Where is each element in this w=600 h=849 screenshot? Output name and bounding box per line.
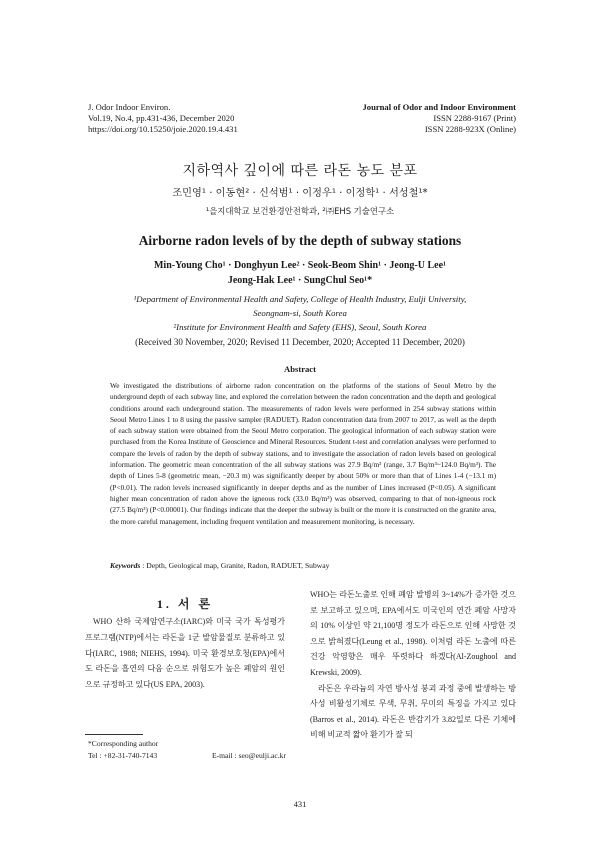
keywords-line — [110, 561, 496, 570]
keywords-list: : Depth, Geological map, Granite, Radon, RADUET, Subway — [140, 561, 330, 570]
page-number: 431 — [293, 800, 307, 809]
affiliation-line3: ²Institute for Environment Health and Safety (EHS), Seoul, South Korea — [173, 322, 427, 332]
journal-issn-block — [362, 102, 516, 135]
footnote-corresponding: *Corresponding author — [88, 739, 159, 748]
korean-title: 지하역사 깊이에 따른 라돈 농도 분포 — [182, 163, 418, 179]
section-heading: 1. 서 론 — [156, 597, 214, 611]
received-dates: (Received 30 November, 2020; Revised 11 December, 2020; Accepted 11 December, 2020) — [135, 337, 465, 347]
right-paragraph-1: WHO는 라돈노출로 인해 폐암 발병의 3~14%가 증가한 것으로 보고하고 있으며, EPA에서도 미국인의 연간 폐암 사망자의 10% 이상인 약 21,100명 정도가 라돈으로 인해 사망한 것으로 밝혀졌다(Leung et al., 1998). 이처럼 라돈 노출에 따른 건강 악영향은 매우 뚜렷하다 하겠다(Al-Zoughool and Krewski, 2009). — [310, 590, 516, 677]
english-authors — [0, 258, 600, 288]
issn-print: ISSN 2288-9167 (Print) — [433, 113, 516, 123]
english-authors-line2: Jeong-Hak Lee¹ · SungChul Seo¹* — [227, 275, 373, 286]
left-column-text: WHO 산하 국제암연구소(IARC)와 미국 국가 독성평가프로그램(NTP)에서는 라돈을 1군 발암물질로 분류하고 있다(IARC, 1988; NIEHS, 1994). 미국 환경보호청(EPA)에서도 라돈을 흡연의 다음 순으로 위험도가 높은 폐암의 원인으로 규정하고 있다(US EPA, 2003). — [85, 617, 285, 690]
volume-info: Vol.19, No.4, pp.431-436, December 2020 — [88, 113, 235, 123]
journal-abbrev: J. Odor Indoor Environ. — [88, 102, 171, 112]
affiliation-line1: ¹Department of Environmental Health and Safety, College of Health Industry, Eulji University, — [133, 294, 467, 304]
korean-authors: 조민영¹ · 이동현² · 신석범¹ · 이정우¹ · 이정학¹ · 서성철¹* — [172, 188, 428, 199]
footnote-divider — [85, 734, 143, 735]
keywords-label: Keywords — [110, 561, 141, 570]
abstract-heading: Abstract — [284, 364, 316, 374]
right-paragraph-2: 라돈은 우라늄의 자연 방사성 붕괴 과정 중에 발생하는 방사성 비활성기체로 무색, 무취, 무미의 특징을 가지고 있다(Barros et al., 2014). 라돈은 반감기가 3.82일로 다른 기체에 비해 비교적 짧아 환기가 잘 되 — [310, 683, 516, 740]
footnote-email: E-mail : seo@eulji.ac.kr — [211, 751, 286, 760]
journal-title: Journal of Odor and Indoor Environment — [362, 102, 516, 112]
english-title: Airborne radon levels of by the depth of subway stations — [138, 233, 462, 248]
right-column-text — [310, 587, 516, 743]
korean-affiliation: ¹을지대학교 보건환경안전학과, ²㈜EHS 기술연구소 — [205, 206, 395, 216]
english-affiliation — [0, 292, 600, 334]
abstract-body: We investigated the distributions of airborne radon concentration on the platforms of the stations of Seoul Metro by the underground depth of each subway line, and explored the correlation between the radon concentration and the depth and geological conditions around each underground station. The measurements of radon levels were performed in 254 subway stations within Seoul Metro Lines 1 to 8 using the passive sampler (RADUET). Radon concentration data from 2007 to 2017, as well as the depth of each subway station were obtained from the Seoul Metro corporation. The geological information of each subway station were purchased from the Korea Institute of Geoscience and Mineral Resources. Student t-test and correlation analyses were performed to compare the levels of radon by the depth of subway stations, and to investigate the association of radon levels based on geological information. The geometric mean concentration of the all subway stations was 27.9 Bq/m³ (range, 3.7 Bq/m³~124.0 Bq/m³). The depth of Lines 5-8 (geometric mean, −20.3 m) was significantly deeper by about 50% or more than that of Lines 1-4 (−13.1 m) (P<0.01). The radon levels increased significantly in deeper depths and as the number of Lines increased (P<0.05). A significant higher mean concentration of radon above the igneous rock (33.0 Bq/m³) was observed, comparing to that of non-igneous rock (27.5 Bq/m³) (P<0.00001). Our findings indicate that the deeper the subway is built or the more it is constructed on the granite area, the more careful management, including frequent ventilation and measurement monitoring, is necessary. — [110, 381, 496, 526]
affiliation-line2: Seongnam-si, South Korea — [253, 308, 347, 318]
issn-online: ISSN 2288-923X (Online) — [424, 124, 516, 134]
doi-link[interactable]: https://doi.org/10.15250/joie.2020.19.4.431 — [88, 124, 238, 134]
english-authors-line1: Min-Young Cho¹ · Donghyun Lee² · Seok-Beom Shin¹ · Jeong-U Lee¹ — [153, 260, 447, 271]
footnote-tel: Tel : +82-31-740-7143 — [88, 751, 158, 760]
journal-citation-block — [88, 102, 238, 135]
